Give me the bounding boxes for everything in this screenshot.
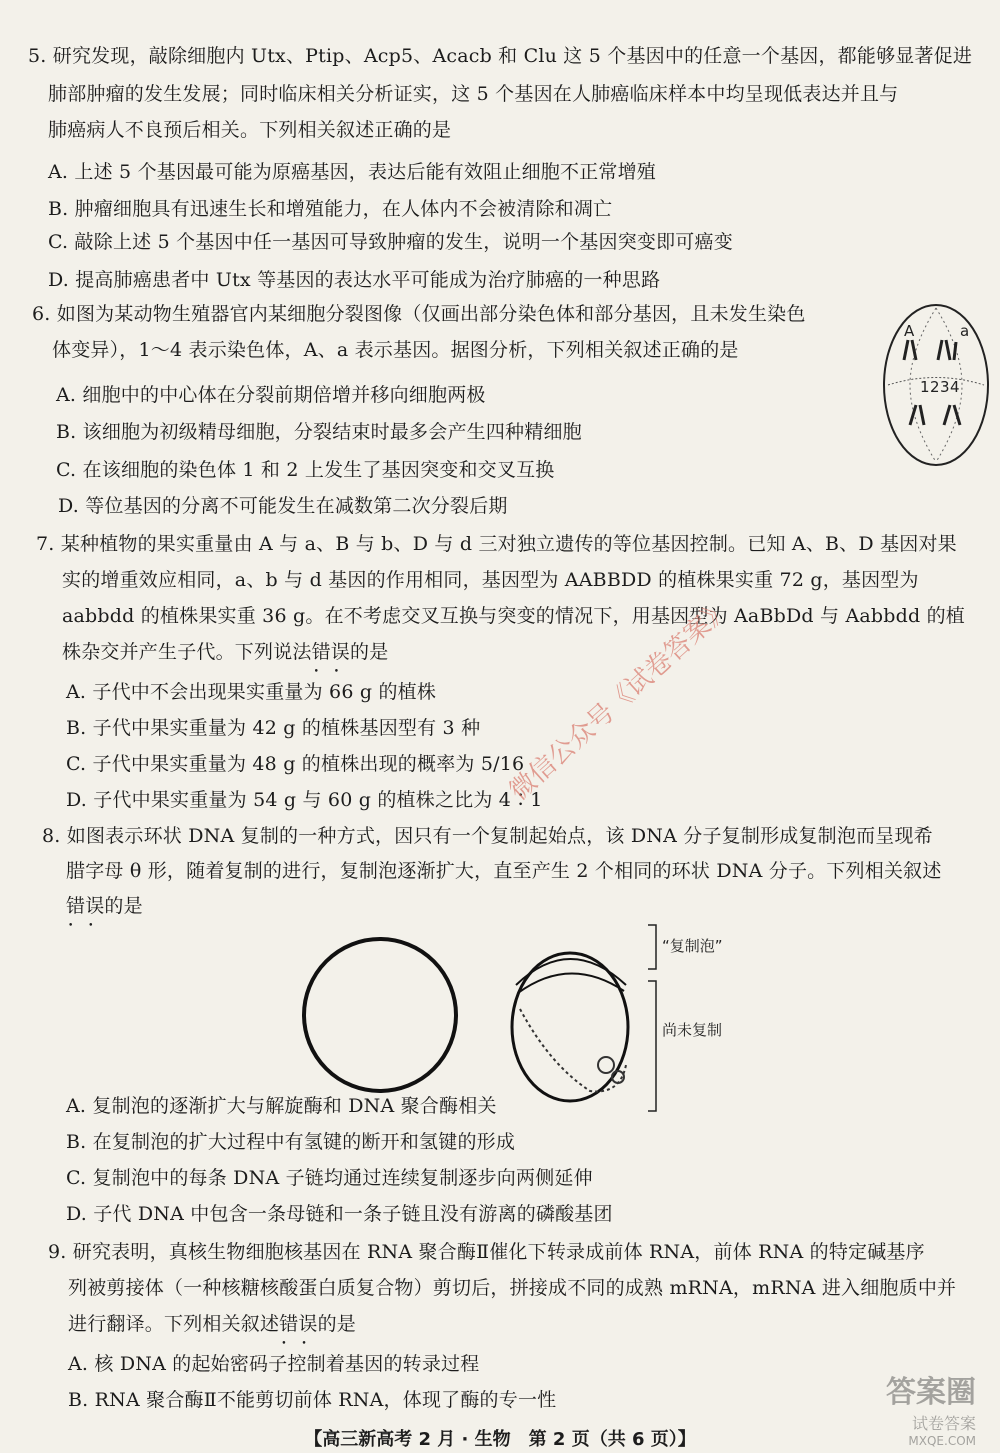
q9-option-b: B. RNA 聚合酶Ⅱ不能剪切前体 RNA，体现了酶的专一性 <box>68 1389 557 1411</box>
q8-option-b: B. 在复制泡的扩大过程中有氢键的断开和氢键的形成 <box>66 1131 516 1153</box>
q9-stem-line2: 列被剪接体（一种核糖核酸蛋白质复合物）剪切后，拼接成不同的成熟 mRNA，mRNA 进入细胞质中并 <box>68 1277 957 1299</box>
q7-option-a: A. 子代中不会出现果实重量为 66 g 的植株 <box>66 681 437 703</box>
q7-stem-line2: 实的增重效应相同，a、b 与 d 基因的作用相同，基因型为 AABBDD 的植株果实重 72 g，基因型为 <box>62 569 919 591</box>
q8-stem-line3-tail: 的是 <box>104 895 143 917</box>
q8-stem-line1: 8. 如图表示环状 DNA 复制的一种方式，因只有一个复制起始点，该 DNA 分子复制形成复制泡而呈现希 <box>42 825 933 847</box>
q7-stem-line4-tail: 的是 <box>350 641 389 663</box>
q7-option-d: D. 子代中果实重量为 54 g 与 60 g 的植株之比为 4∶1 <box>66 789 543 811</box>
q9-option-a: A. 核 DNA 的起始密码子控制着基因的转录过程 <box>68 1353 480 1375</box>
q6-option-c: C. 在该细胞的染色体 1 和 2 上发生了基因突变和交叉互换 <box>56 459 555 481</box>
corner-logo-title: 答案圈 <box>886 1375 976 1410</box>
label-not-replicated: 尚未复制 <box>662 1021 723 1039</box>
cell-label-chrom-2: 2 <box>930 378 940 396</box>
q9-stem-line3-tail: 的是 <box>317 1313 357 1335</box>
q8-option-c: C. 复制泡中的每条 DNA 子链均通过连续复制逐步向两侧延伸 <box>66 1167 593 1189</box>
q8-emphasis-wrong: 错误 • • <box>66 895 104 917</box>
q9-emphasis-wrong: 错误 • • <box>279 1313 317 1335</box>
q5-option-d: D. 提高肺癌患者中 Utx 等基因的表达水平可能成为治疗肺癌的一种思路 <box>48 269 661 291</box>
q7-stem-line4 <box>62 640 388 664</box>
q8-stem-line2: 腊字母 θ 形，随着复制的进行，复制泡逐渐扩大，直至产生 2 个相同的环状 DNA 分子。下列相关叙述 <box>66 860 942 882</box>
q9-stem-line3-text: 进行翻译。下列相关叙述 <box>68 1313 280 1335</box>
cell-label-chrom-4: 4 <box>950 378 960 396</box>
q5-stem-line3: 肺癌病人不良预后相关。下列相关叙述正确的是 <box>48 119 452 141</box>
q7-stem-line3: aabbdd 的植株果实重 36 g。在不考虑交叉互换与突变的情况下，用基因型为 AaBbDd 与 Aabbdd 的植 <box>62 605 965 627</box>
circular-dna-replication-figure <box>300 915 760 1115</box>
q7-stem-line4-text: 株杂交并产生子代。下列说法 <box>62 641 312 663</box>
q6-stem-line2: 体变异），1～4 表示染色体，A、a 表示基因。据图分析，下列相关叙述正确的是 <box>52 339 739 361</box>
label-replication-bubble: “复制泡” <box>662 937 723 955</box>
q8-option-a: A. 复制泡的逐渐扩大与解旋酶和 DNA 聚合酶相关 <box>66 1095 497 1117</box>
q6-option-b: B. 该细胞为初级精母细胞，分裂结束时最多会产生四种精细胞 <box>56 421 582 443</box>
q6-option-a: A. 细胞中的中心体在分裂前期倍增并移向细胞两极 <box>56 384 486 406</box>
page-footer: 【高三新高考 2 月 · 生物 第 2 页（共 6 页）】 <box>304 1429 696 1450</box>
q7-stem-line1: 7. 某种植物的果实重量由 A 与 a、B 与 b、D 与 d 三对独立遗传的等位基因控制。已知 A、B、D 基因对果 <box>36 533 957 555</box>
watermark-text: 微信公众号《试卷答案》 <box>504 593 737 807</box>
q5-stem-line2: 肺部肿瘤的发生发展；同时临床相关分析证实，这 5 个基因在人肺癌临床样本中均呈现低表达并且与 <box>48 83 899 105</box>
cell-division-figure <box>880 300 992 470</box>
cell-label-gene-a: a <box>960 322 970 340</box>
q9-stem-line3 <box>68 1312 356 1336</box>
q8-stem-line3 <box>66 894 143 918</box>
q6-option-d: D. 等位基因的分离不可能发生在减数第二次分裂后期 <box>58 495 508 517</box>
q9-stem-line1: 9. 研究表明，真核生物细胞核基因在 RNA 聚合酶Ⅱ催化下转录成前体 RNA，前体 RNA 的特定碱基序 <box>48 1241 925 1263</box>
q5-stem-line1: 5. 研究发现，敲除细胞内 Utx、Ptip、Acp5、Acacb 和 Clu 这 5 个基因中的任意一个基因，都能够显著促进 <box>28 45 973 67</box>
corner-logo-url: MXQE.COM <box>908 1434 976 1448</box>
cell-label-chrom-1: 1 <box>920 378 930 396</box>
q6-stem-line1: 6. 如图为某动物生殖器官内某细胞分裂图像（仅画出部分染色体和部分基因，且未发生染色 <box>32 303 806 325</box>
q7-option-b: B. 子代中果实重量为 42 g 的植株基因型有 3 种 <box>66 717 481 739</box>
q5-option-a: A. 上述 5 个基因最可能为原癌基因，表达后能有效阻止细胞不正常增殖 <box>48 161 656 183</box>
q7-option-c: C. 子代中果实重量为 48 g 的植株出现的概率为 5/16 <box>66 753 525 775</box>
cell-label-chrom-3: 3 <box>940 378 950 396</box>
q5-option-b: B. 肿瘤细胞具有迅速生长和增殖能力，在人体内不会被清除和凋亡 <box>48 198 613 220</box>
q8-option-d: D. 子代 DNA 中包含一条母链和一条子链且没有游离的磷酸基团 <box>66 1203 613 1225</box>
cell-label-gene-A: A <box>904 322 915 340</box>
q7-emphasis-wrong: 错误 • • <box>312 641 350 663</box>
corner-logo-subtitle: 试卷答案 <box>911 1414 976 1433</box>
q5-option-c: C. 敲除上述 5 个基因中任一基因可导致肿瘤的发生，说明一个基因突变即可癌变 <box>48 231 733 253</box>
